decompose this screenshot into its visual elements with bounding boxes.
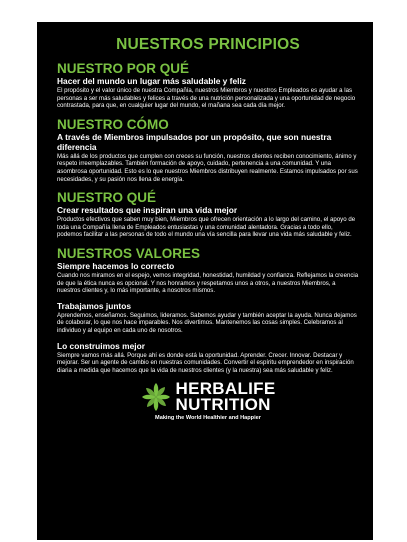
section-text: Más allá de los productos que cumplen con creces su función, nuestros clientes reciben conocimiento, ánimo y respeto irreemplazables. También formación de apoyo, cuidado, pertenencia a una comunidad. Y una asombrosa oportunidad. Esto es lo que nuestros Miembros distribuyen realmente. Estamos impulsados por sus necesidades, y su pasión nos llena de energía. (57, 152, 358, 183)
section-heading: NUESTRO QUÉ (57, 190, 157, 206)
value-block (57, 341, 359, 375)
value-text: Siempre vamos más allá. Porque ahí es donde está la oportunidad. Aprender. Crecer. Innovar. Destacar y mejorar. Ser un agente de cambio en nuestras comunidades. Convertir el espíritu emprendedor en inspiración diaria a medida que hacemos que la vida de nuestros clientes (y la nuestra) sea más saludable y feliz. (57, 351, 354, 374)
value-subheading: Lo construimos mejor (57, 340, 145, 351)
logo-wordmark (176, 381, 276, 413)
value-subheading: Trabajamos juntos (57, 300, 131, 311)
herbalife-logo (57, 381, 359, 413)
value-text: Cuando nos miramos en el espejo, vemos integridad, honestidad, humildad y confianza. Reflejamos la creencia de que la ética nunca es opcional. Y nos honramos y respetamos unos a otros, a nuestros Miembros, a nuestros clientes y, lo más importante, a nosotros mismos. (57, 271, 359, 295)
section-subheading: Hacer del mundo un lugar más saludable y feliz (57, 76, 246, 86)
section-valores (57, 246, 359, 374)
logo-tagline: Making the World Healthier and Happier (155, 415, 261, 422)
section-text: El propósito y el valor único de nuestra Compañía, nuestros Miembros y nuestros Empleados es ayudar a las personas a ser más saludables y felices a través de una nutrición personalizada y una oportunidad de negocio contrastada, para que, en cualquier lugar del mundo, el mañana sea cada día mejor. (57, 87, 356, 110)
section-heading: NUESTRO CÓMO (57, 116, 169, 132)
section-como (57, 117, 359, 183)
section-subheading: Crear resultados que inspiran una vida mejor (57, 205, 238, 216)
herbalife-leaf-logo-icon (141, 382, 171, 412)
logo-word-herbalife: HERBALIFE (175, 379, 276, 399)
section-que (57, 190, 359, 239)
section-subheading: A través de Miembros impulsados por un propósito, que son nuestra diferencia (57, 131, 332, 152)
section-heading: NUESTRO POR QUÉ (57, 61, 190, 76)
section-heading: NUESTROS VALORES (57, 245, 201, 261)
logo-word-nutrition: NUTRITION (175, 395, 271, 415)
page-title: NUESTROS PRINCIPIOS (116, 36, 300, 53)
value-text: Aprendemos, enseñamos. Seguimos, lideramos. Sabemos ayudar y también aceptar la ayuda. Nunca dejamos de colaborar, lo que nos hace imparables. Nos divertimos. Mantenemos las cosas simples. Celebramos al individuo y al equipo en cada uno de nosotros. (57, 311, 357, 334)
section-text: Productos efectivos que saben muy bien, Miembros que ofrecen orientación a lo largo del camino, el apoyo de toda una Compañía llena de Empleados entusiastas y una comunidad alentadora. Gracias a todo ello, podemos facilitar a las personas de todo el mundo una vía sencilla para llevar una vida más saludable y feliz. (57, 216, 356, 239)
value-block (57, 301, 359, 335)
value-block (57, 261, 359, 295)
section-por-que (57, 61, 359, 110)
value-subheading: Siempre hacemos lo correcto (57, 260, 175, 271)
principles-poster (37, 22, 373, 540)
